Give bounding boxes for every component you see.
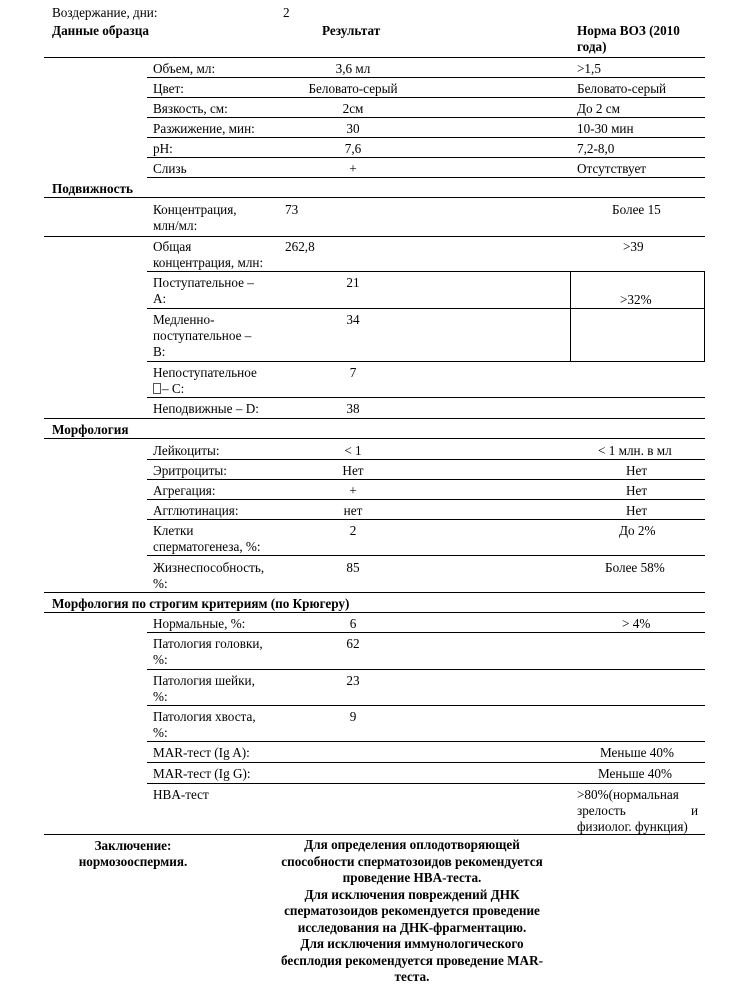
mucus-result: +: [349, 161, 357, 176]
recommendation-line: теста.: [394, 969, 430, 984]
vitality-norm: Более 58%: [605, 560, 665, 575]
concentration-norm: Более 15: [612, 202, 661, 217]
hba-label: HBA-тест: [153, 787, 209, 802]
nonprog-label-1: Непоступательное: [153, 365, 257, 380]
slow-label-3: В:: [153, 344, 166, 359]
sperm-cells-result: 2: [349, 523, 357, 538]
recommendation-line: проведение HBA-теста.: [342, 870, 482, 885]
neck-result: 23: [346, 673, 360, 688]
erythro-norm: Нет: [626, 463, 648, 478]
viscosity-norm: До 2 см: [577, 101, 620, 116]
vitality-label-2: %:: [153, 576, 168, 591]
head-label-2: %:: [153, 652, 168, 667]
ph-result: 7,6: [344, 141, 362, 156]
leuko-norm: < 1 млн. в мл: [598, 443, 672, 458]
conclusion-label: Заключение:: [94, 838, 172, 853]
hba-norm-3: физиолог. функция): [577, 819, 688, 834]
immotile-result: 38: [346, 401, 360, 416]
sperm-cells-norm: До 2%: [619, 523, 656, 538]
aggreg-result: +: [349, 483, 357, 498]
sperm-cells-label-1: Клетки: [153, 523, 194, 538]
concentration-label-2: млн/мл:: [153, 218, 198, 233]
head-result: 62: [346, 636, 360, 651]
nonprog-label-2: – C:: [153, 380, 184, 397]
recommendation-line: Для определения оплодотворяющей: [304, 837, 520, 852]
ph-norm: 7,2-8,0: [577, 141, 615, 156]
liquefaction-result: 30: [346, 121, 360, 136]
volume-label: Объем, мл:: [153, 61, 216, 76]
nonprog-result: 7: [349, 365, 357, 380]
tail-result: 9: [349, 709, 357, 724]
mucus-norm: Отсутствует: [577, 161, 647, 176]
agglut-label: Агглютинация:: [153, 503, 239, 518]
hba-norm-2a: зрелость: [577, 803, 626, 818]
recommendation-line: бесплодия рекомендуется проведение MAR-: [281, 952, 543, 968]
morphology-title: Морфология: [52, 422, 129, 437]
recommendation-line: Для исключения иммунологического: [300, 936, 524, 951]
agglut-result: нет: [343, 503, 363, 518]
liquefaction-label: Разжижение, мин:: [153, 121, 255, 136]
tail-label-1: Патология хвоста,: [153, 709, 256, 724]
ab-norm: >32%: [620, 292, 652, 307]
mar-a-norm: Меньше 40%: [600, 745, 674, 760]
mar-g-norm: Меньше 40%: [598, 766, 672, 781]
volume-norm: >1,5: [577, 61, 601, 76]
recommendation-line: сперматозоидов рекомендуется проведение: [284, 903, 540, 918]
total-label-1: Общая: [153, 239, 192, 254]
total-label-2: концентрация, млн:: [153, 255, 264, 270]
mucus-label: Слизь: [153, 161, 187, 176]
tail-label-2: %:: [153, 725, 168, 740]
viscosity-label: Вязкость, см:: [153, 101, 228, 116]
abstinence-label: Воздержание, дни:: [52, 5, 158, 20]
normal-result: 6: [349, 616, 357, 631]
ph-label: pH:: [153, 141, 173, 156]
total-result: 262,8: [285, 239, 315, 254]
total-norm: >39: [623, 239, 644, 254]
missing-glyph-icon: [153, 383, 161, 394]
header-sample: Данные образца: [52, 23, 149, 38]
header-result: Результат: [322, 23, 381, 38]
aggreg-label: Агрегация:: [153, 483, 216, 498]
volume-result: 3,6 мл: [335, 61, 371, 76]
abstinence-value: 2: [283, 5, 290, 20]
progressive-label-2: А:: [153, 291, 167, 306]
conclusion-recommendations: [262, 837, 562, 986]
agglut-norm: Нет: [626, 503, 648, 518]
progressive-result: 21: [346, 275, 360, 290]
header-norm-line1: Норма ВОЗ (2010: [577, 23, 680, 38]
motility-title: Подвижность: [52, 181, 133, 196]
concentration-label-1: Концентрация,: [153, 202, 237, 217]
recommendation-line: исследования на ДНК-фрагментацию.: [297, 919, 527, 935]
vitality-result: 85: [346, 560, 360, 575]
immotile-label: Неподвижные – D:: [153, 401, 259, 416]
neck-label-1: Патология шейки,: [153, 673, 255, 688]
head-label-1: Патология головки,: [153, 636, 263, 651]
normal-norm: > 4%: [622, 616, 651, 631]
conclusion-diagnosis: нормозооспермия.: [78, 854, 188, 869]
neck-label-2: %:: [153, 689, 168, 704]
mar-a-label: MAR-тест (Ig A):: [153, 745, 250, 760]
sperm-cells-label-2: сперматогенеза, %:: [153, 539, 261, 554]
kruger-title: Морфология по строгим критериям (по Крюгеру): [52, 596, 350, 611]
liquefaction-norm: 10-30 мин: [577, 121, 634, 136]
color-norm: Беловато-серый: [577, 81, 667, 96]
header-norm-line2: года): [577, 39, 607, 54]
hba-norm-2b: и: [691, 803, 699, 818]
color-result: Беловато-серый: [308, 81, 398, 96]
viscosity-result: 2см: [342, 101, 364, 116]
color-label: Цвет:: [153, 81, 184, 96]
leuko-label: Лейкоциты:: [153, 443, 220, 458]
slow-result: 34: [346, 312, 360, 327]
slow-label-1: Медленно-: [153, 312, 215, 327]
leuko-result: < 1: [344, 443, 362, 458]
erythro-label: Эритроциты:: [153, 463, 227, 478]
mar-g-label: MAR-тест (Ig G):: [153, 766, 251, 781]
recommendation-line: Для исключения повреждений ДНК: [304, 886, 520, 902]
recommendation-line: способности сперматозоидов рекомендуется: [281, 853, 543, 869]
erythro-result: Нет: [342, 463, 364, 478]
normal-label: Нормальные, %:: [153, 616, 246, 631]
concentration-result: 73: [285, 202, 299, 217]
vitality-label-1: Жизнеспособность,: [153, 560, 265, 575]
slow-label-2: поступательное –: [153, 328, 252, 343]
aggreg-norm: Нет: [626, 483, 648, 498]
progressive-label-1: Поступательное –: [153, 275, 254, 290]
hba-norm-1: >80%(нормальная: [577, 787, 679, 802]
